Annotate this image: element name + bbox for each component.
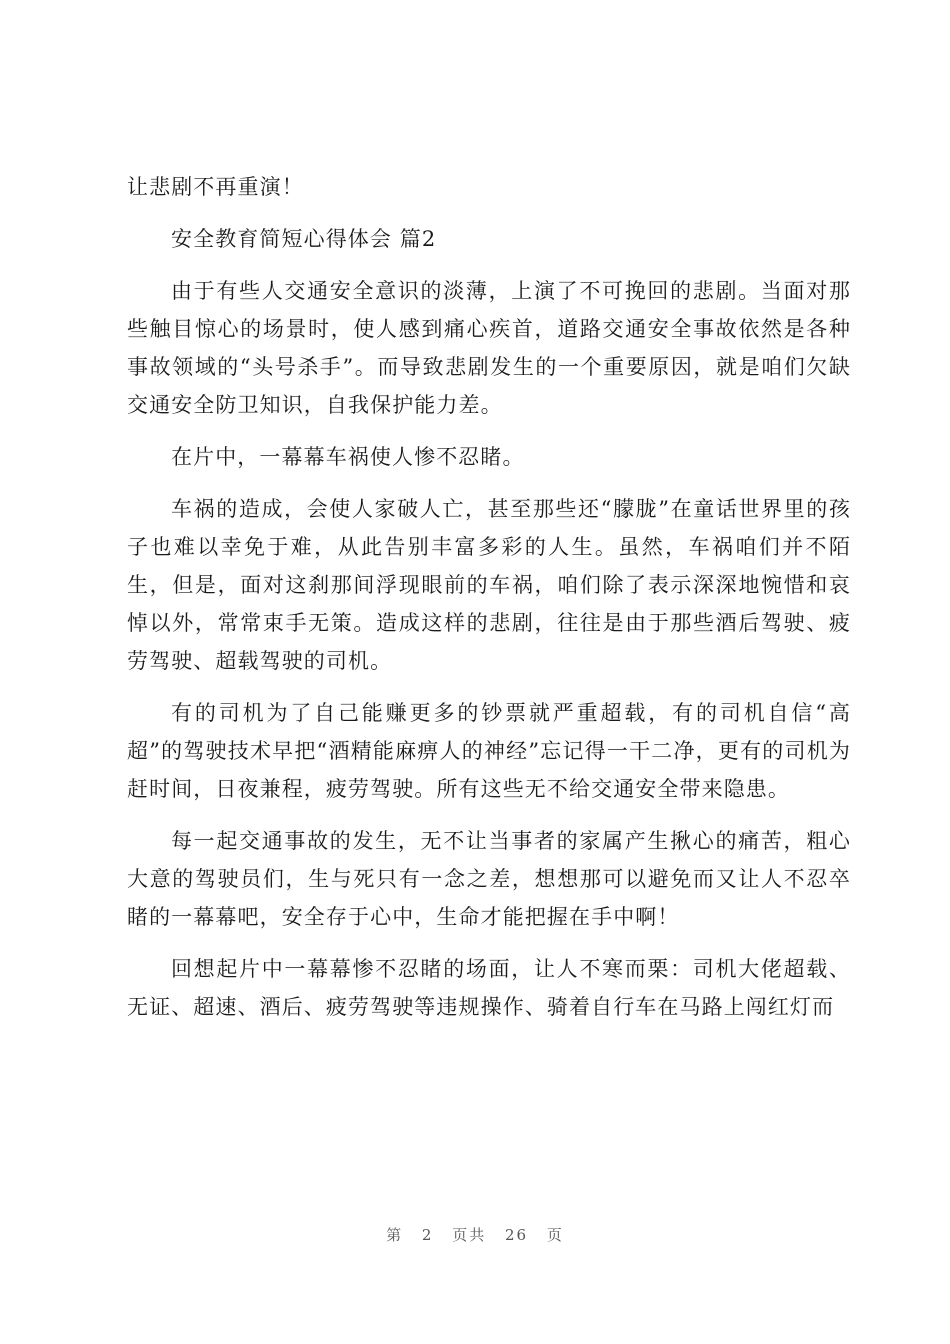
section-heading: 安全教育简短心得体会 篇2: [171, 227, 437, 251]
footer-total-pages: 26: [505, 1226, 529, 1244]
footer-prefix: 第: [386, 1226, 404, 1244]
page-footer: [0, 1224, 950, 1245]
paragraph-closing-line: 让悲剧不再重演！: [127, 175, 304, 199]
paragraph-3: 车祸的造成，会使人家破人亡，甚至那些还“朦胧”在童话世界里的孩子也难以幸免于难，从此告别丰富多彩的人生。虽然，车祸咱们并不陌生，但是，面对这刹那间浮现眼前的车祸，咱们除了表示深深地惋惜和哀悼以外，常常束手无策。造成这样的悲剧，往往是由于那些酒后驾驶、疲劳驾驶、超载驾驶的司机。: [127, 497, 851, 673]
document-body: [127, 168, 851, 1040]
paragraph-4: 有的司机为了自己能赚更多的钞票就严重超载，有的司机自信“高超”的驾驶技术早把“酒精能麻痹人的神经”忘记得一干二净，更有的司机为赶时间，日夜兼程，疲劳驾驶。所有这些无不给交通安全带来隐患。: [127, 701, 851, 801]
footer-middle: 页共: [452, 1226, 487, 1244]
paragraph-2: 在片中，一幕幕车祸使人惨不忍睹。: [171, 445, 525, 469]
paragraph-6: 回想起片中一幕幕惨不忍睹的场面，让人不寒而栗：司机大佬超载、无证、超速、酒后、疲劳驾驶等违规操作、骑着自行车在马路上闯红灯而: [127, 957, 851, 1019]
footer-suffix: 页: [546, 1226, 564, 1244]
footer-current-page: 2: [421, 1226, 434, 1244]
paragraph-5: 每一起交通事故的发生，无不让当事者的家属产生揪心的痛苦，粗心大意的驾驶员们，生与死只有一念之差，想想那可以避免而又让人不忍卒睹的一幕幕吧，安全存于心中，生命才能把握在手中啊！: [127, 829, 851, 929]
paragraph-1: 由于有些人交通安全意识的淡薄，上演了不可挽回的悲剧。当面对那些触目惊心的场景时，使人感到痛心疾首，道路交通安全事故依然是各种事故领域的“头号杀手”。而导致悲剧发生的一个重要原因，就是咱们欠缺交通安全防卫知识，自我保护能力差。: [127, 279, 851, 417]
